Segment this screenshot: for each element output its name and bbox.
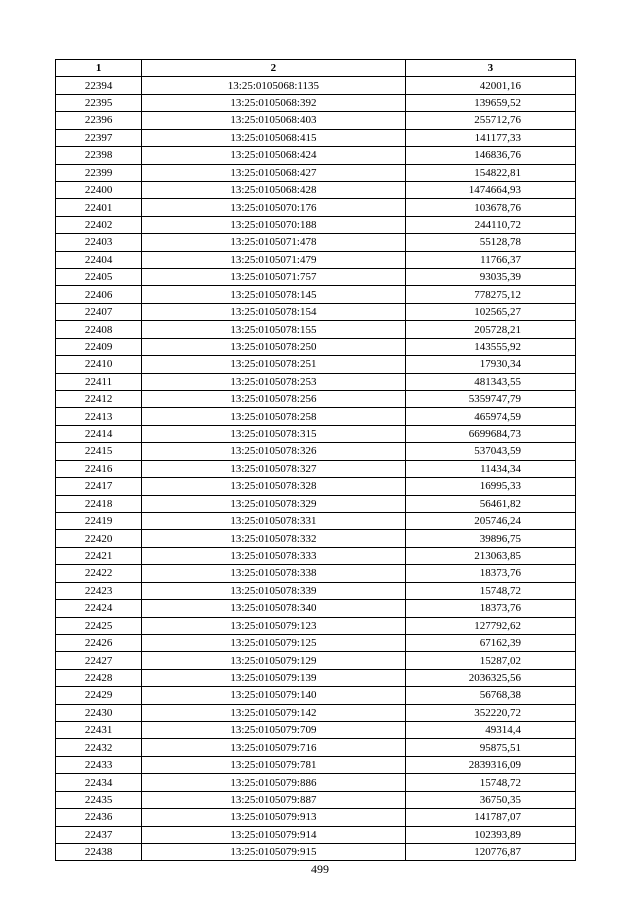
value-cell: 102565,27 xyxy=(405,303,575,320)
cadastral-number-cell: 13:25:0105078:329 xyxy=(142,495,406,512)
column-header-1: 1 xyxy=(56,60,142,77)
cadastral-number-cell: 13:25:0105071:479 xyxy=(142,251,406,268)
value-cell: 5359747,79 xyxy=(405,391,575,408)
table-row xyxy=(56,286,576,303)
table-row xyxy=(56,809,576,826)
row-number-cell: 22394 xyxy=(56,77,142,94)
row-number-cell: 22405 xyxy=(56,269,142,286)
value-cell: 67162,39 xyxy=(405,634,575,651)
table-row xyxy=(56,408,576,425)
cadastral-number-cell: 13:25:0105078:328 xyxy=(142,478,406,495)
row-number-cell: 22400 xyxy=(56,181,142,198)
page-number: 499 xyxy=(311,862,329,876)
value-cell: 18373,76 xyxy=(405,600,575,617)
cadastral-number-cell: 13:25:0105078:315 xyxy=(142,425,406,442)
row-number-cell: 22433 xyxy=(56,756,142,773)
value-cell: 205728,21 xyxy=(405,321,575,338)
cadastral-number-cell: 13:25:0105079:709 xyxy=(142,722,406,739)
table-row xyxy=(56,739,576,756)
row-number-cell: 22411 xyxy=(56,373,142,390)
table-row xyxy=(56,129,576,146)
row-number-cell: 22397 xyxy=(56,129,142,146)
value-cell: 95875,51 xyxy=(405,739,575,756)
row-number-cell: 22423 xyxy=(56,582,142,599)
table-row xyxy=(56,582,576,599)
row-number-cell: 22428 xyxy=(56,669,142,686)
table-row xyxy=(56,617,576,634)
row-number-cell: 22429 xyxy=(56,687,142,704)
table-row xyxy=(56,303,576,320)
cadastral-number-cell: 13:25:0105078:333 xyxy=(142,547,406,564)
table-row xyxy=(56,669,576,686)
row-number-cell: 22396 xyxy=(56,112,142,129)
value-cell: 778275,12 xyxy=(405,286,575,303)
cadastral-number-cell: 13:25:0105078:339 xyxy=(142,582,406,599)
row-number-cell: 22431 xyxy=(56,722,142,739)
row-number-cell: 22418 xyxy=(56,495,142,512)
row-number-cell: 22425 xyxy=(56,617,142,634)
value-cell: 103678,76 xyxy=(405,199,575,216)
value-cell: 213063,85 xyxy=(405,547,575,564)
column-header-3: 3 xyxy=(405,60,575,77)
cadastral-number-cell: 13:25:0105068:415 xyxy=(142,129,406,146)
cadastral-number-cell: 13:25:0105078:326 xyxy=(142,443,406,460)
table-row xyxy=(56,652,576,669)
value-cell: 2036325,56 xyxy=(405,669,575,686)
data-table xyxy=(55,59,576,861)
cadastral-number-cell: 13:25:0105078:251 xyxy=(142,356,406,373)
table-row xyxy=(56,634,576,651)
value-cell: 537043,59 xyxy=(405,443,575,460)
value-cell: 6699684,73 xyxy=(405,425,575,442)
cadastral-number-cell: 13:25:0105078:332 xyxy=(142,530,406,547)
row-number-cell: 22404 xyxy=(56,251,142,268)
cadastral-number-cell: 13:25:0105071:478 xyxy=(142,234,406,251)
value-cell: 36750,35 xyxy=(405,791,575,808)
cadastral-number-cell: 13:25:0105079:139 xyxy=(142,669,406,686)
table-row xyxy=(56,722,576,739)
row-number-cell: 22406 xyxy=(56,286,142,303)
cadastral-number-cell: 13:25:0105068:428 xyxy=(142,181,406,198)
table-row xyxy=(56,530,576,547)
table-row xyxy=(56,112,576,129)
column-header-2: 2 xyxy=(142,60,406,77)
table-body xyxy=(56,77,576,861)
cadastral-number-cell: 13:25:0105070:188 xyxy=(142,216,406,233)
row-number-cell: 22412 xyxy=(56,391,142,408)
cadastral-number-cell: 13:25:0105079:129 xyxy=(142,652,406,669)
row-number-cell: 22419 xyxy=(56,512,142,529)
value-cell: 15287,02 xyxy=(405,652,575,669)
cadastral-number-cell: 13:25:0105079:915 xyxy=(142,843,406,860)
table-row xyxy=(56,181,576,198)
row-number-cell: 22427 xyxy=(56,652,142,669)
cadastral-number-cell: 13:25:0105079:913 xyxy=(142,809,406,826)
cadastral-number-cell: 13:25:0105079:716 xyxy=(142,739,406,756)
table-row xyxy=(56,391,576,408)
cadastral-number-cell: 13:25:0105079:123 xyxy=(142,617,406,634)
cadastral-number-cell: 13:25:0105068:424 xyxy=(142,147,406,164)
table-row xyxy=(56,843,576,860)
value-cell: 481343,55 xyxy=(405,373,575,390)
value-cell: 2839316,09 xyxy=(405,756,575,773)
value-cell: 141787,07 xyxy=(405,809,575,826)
table-row xyxy=(56,774,576,791)
row-number-cell: 22403 xyxy=(56,234,142,251)
row-number-cell: 22410 xyxy=(56,356,142,373)
value-cell: 139659,52 xyxy=(405,94,575,111)
value-cell: 18373,76 xyxy=(405,565,575,582)
row-number-cell: 22398 xyxy=(56,147,142,164)
table-row xyxy=(56,565,576,582)
cadastral-number-cell: 13:25:0105079:887 xyxy=(142,791,406,808)
table-row xyxy=(56,443,576,460)
value-cell: 56461,82 xyxy=(405,495,575,512)
value-cell: 55128,78 xyxy=(405,234,575,251)
row-number-cell: 22434 xyxy=(56,774,142,791)
row-number-cell: 22421 xyxy=(56,547,142,564)
row-number-cell: 22417 xyxy=(56,478,142,495)
table-row xyxy=(56,512,576,529)
value-cell: 15748,72 xyxy=(405,774,575,791)
cadastral-number-cell: 13:25:0105071:757 xyxy=(142,269,406,286)
row-number-cell: 22413 xyxy=(56,408,142,425)
table-row xyxy=(56,216,576,233)
value-cell: 154822,81 xyxy=(405,164,575,181)
header-row xyxy=(56,60,576,77)
cadastral-number-cell: 13:25:0105070:176 xyxy=(142,199,406,216)
row-number-cell: 22424 xyxy=(56,600,142,617)
table-row xyxy=(56,373,576,390)
cadastral-number-cell: 13:25:0105079:125 xyxy=(142,634,406,651)
table-row xyxy=(56,687,576,704)
cadastral-number-cell: 13:25:0105068:403 xyxy=(142,112,406,129)
table-row xyxy=(56,234,576,251)
table-row xyxy=(56,460,576,477)
cadastral-number-cell: 13:25:0105079:886 xyxy=(142,774,406,791)
row-number-cell: 22437 xyxy=(56,826,142,843)
cadastral-number-cell: 13:25:0105078:327 xyxy=(142,460,406,477)
table-row xyxy=(56,199,576,216)
row-number-cell: 22402 xyxy=(56,216,142,233)
value-cell: 15748,72 xyxy=(405,582,575,599)
table-row xyxy=(56,251,576,268)
table-row xyxy=(56,791,576,808)
cadastral-number-cell: 13:25:0105078:154 xyxy=(142,303,406,320)
table-row xyxy=(56,547,576,564)
value-cell: 39896,75 xyxy=(405,530,575,547)
cadastral-number-cell: 13:25:0105078:256 xyxy=(142,391,406,408)
value-cell: 17930,34 xyxy=(405,356,575,373)
table-row xyxy=(56,704,576,721)
table-row xyxy=(56,77,576,94)
table-row xyxy=(56,826,576,843)
table-row xyxy=(56,756,576,773)
value-cell: 205746,24 xyxy=(405,512,575,529)
row-number-cell: 22432 xyxy=(56,739,142,756)
value-cell: 56768,38 xyxy=(405,687,575,704)
value-cell: 102393,89 xyxy=(405,826,575,843)
table-row xyxy=(56,356,576,373)
row-number-cell: 22422 xyxy=(56,565,142,582)
cadastral-number-cell: 13:25:0105068:392 xyxy=(142,94,406,111)
cadastral-number-cell: 13:25:0105079:142 xyxy=(142,704,406,721)
cadastral-number-cell: 13:25:0105078:331 xyxy=(142,512,406,529)
row-number-cell: 22415 xyxy=(56,443,142,460)
table-row xyxy=(56,600,576,617)
cadastral-number-cell: 13:25:0105078:145 xyxy=(142,286,406,303)
value-cell: 93035,39 xyxy=(405,269,575,286)
value-cell: 127792,62 xyxy=(405,617,575,634)
cadastral-number-cell: 13:25:0105078:340 xyxy=(142,600,406,617)
table-row xyxy=(56,338,576,355)
value-cell: 11766,37 xyxy=(405,251,575,268)
value-cell: 146836,76 xyxy=(405,147,575,164)
cadastral-number-cell: 13:25:0105079:140 xyxy=(142,687,406,704)
table-row xyxy=(56,478,576,495)
value-cell: 49314,4 xyxy=(405,722,575,739)
cadastral-number-cell: 13:25:0105079:914 xyxy=(142,826,406,843)
row-number-cell: 22414 xyxy=(56,425,142,442)
row-number-cell: 22420 xyxy=(56,530,142,547)
row-number-cell: 22395 xyxy=(56,94,142,111)
cadastral-number-cell: 13:25:0105078:258 xyxy=(142,408,406,425)
value-cell: 42001,16 xyxy=(405,77,575,94)
value-cell: 352220,72 xyxy=(405,704,575,721)
row-number-cell: 22401 xyxy=(56,199,142,216)
row-number-cell: 22438 xyxy=(56,843,142,860)
value-cell: 465974,59 xyxy=(405,408,575,425)
row-number-cell: 22408 xyxy=(56,321,142,338)
row-number-cell: 22407 xyxy=(56,303,142,320)
row-number-cell: 22426 xyxy=(56,634,142,651)
value-cell: 120776,87 xyxy=(405,843,575,860)
row-number-cell: 22430 xyxy=(56,704,142,721)
cadastral-number-cell: 13:25:0105068:427 xyxy=(142,164,406,181)
value-cell: 11434,34 xyxy=(405,460,575,477)
table-row xyxy=(56,147,576,164)
table-row xyxy=(56,94,576,111)
table-row xyxy=(56,495,576,512)
cadastral-number-cell: 13:25:0105078:155 xyxy=(142,321,406,338)
cadastral-number-cell: 13:25:0105078:338 xyxy=(142,565,406,582)
value-cell: 244110,72 xyxy=(405,216,575,233)
row-number-cell: 22435 xyxy=(56,791,142,808)
table-row xyxy=(56,164,576,181)
value-cell: 1474664,93 xyxy=(405,181,575,198)
cadastral-number-cell: 13:25:0105079:781 xyxy=(142,756,406,773)
table-header xyxy=(56,60,576,77)
cadastral-number-cell: 13:25:0105078:253 xyxy=(142,373,406,390)
row-number-cell: 22409 xyxy=(56,338,142,355)
row-number-cell: 22436 xyxy=(56,809,142,826)
value-cell: 141177,33 xyxy=(405,129,575,146)
table-row xyxy=(56,425,576,442)
row-number-cell: 22416 xyxy=(56,460,142,477)
cadastral-number-cell: 13:25:0105068:1135 xyxy=(142,77,406,94)
value-cell: 16995,33 xyxy=(405,478,575,495)
value-cell: 143555,92 xyxy=(405,338,575,355)
value-cell: 255712,76 xyxy=(405,112,575,129)
cadastral-number-cell: 13:25:0105078:250 xyxy=(142,338,406,355)
table-row xyxy=(56,269,576,286)
table-row xyxy=(56,321,576,338)
row-number-cell: 22399 xyxy=(56,164,142,181)
